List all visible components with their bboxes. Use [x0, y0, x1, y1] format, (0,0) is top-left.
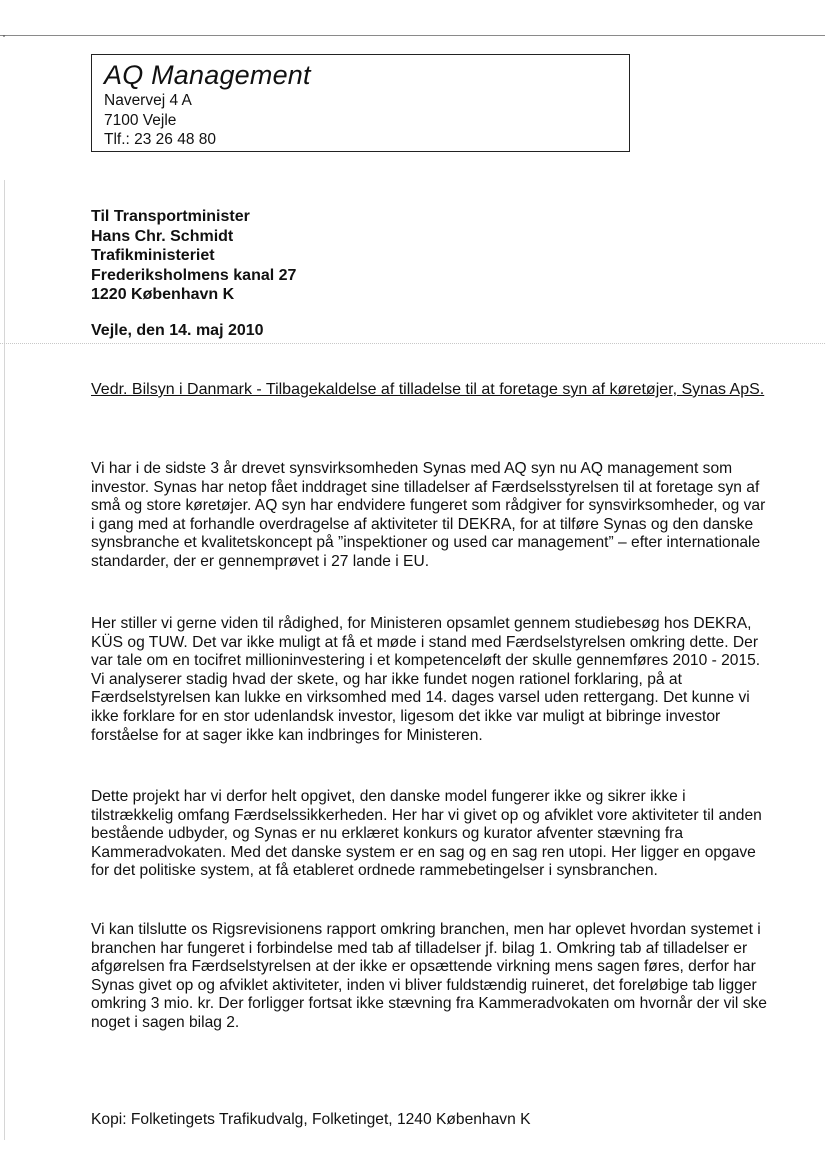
scan-corner-mark: ˯: [2, 24, 6, 38]
recipient-title: Til Transportminister: [91, 208, 250, 225]
letterhead-box: [91, 54, 630, 152]
company-city: 7100 Vejle: [104, 111, 177, 129]
body-paragraph-1: Vi har i de sidste 3 år drevet synsvirksomheden Synas med AQ syn nu AQ management som investor. Synas har netop fået inddraget sine tilladelser af Færdselsstyrelsen til at foretage syn af små og store køretøjer. AQ syn har endvidere fungeret som rådgiver for synsvirksomheder, og var i gang med at forhandle overdragelse af aktiviteter til DEKRA, for at tilføre Synas og den danske synsbranche et kvalitetskoncept på ”inspektioner og used car management” – efter internationale standarder, der er gennemprøvet i 27 lande i EU.: [91, 460, 766, 570]
company-address: Navervej 4 A: [104, 92, 192, 109]
recipient-city: 1220 København K: [91, 286, 235, 303]
letter-date: Vejle, den 14. maj 2010: [91, 322, 264, 339]
recipient-street: Frederiksholmens kanal 27: [91, 266, 297, 284]
recipient-name: Hans Chr. Schmidt: [91, 227, 234, 245]
scan-fold-line: [0, 343, 825, 344]
company-phone: Tlf.: 23 26 48 80: [104, 131, 217, 148]
subject-line: Vedr. Bilsyn i Danmark - Tilbagekaldelse af tilladelse til at foretage syn af køretøjer, Synas ApS.: [91, 381, 765, 398]
scan-left-edge: [4, 180, 5, 1140]
copy-recipients: Kopi: Folketingets Trafikudvalg, Folketinget, 1240 København K: [91, 1111, 531, 1128]
body-paragraph-2: Her stiller vi gerne viden til rådighed, for Ministeren opsamlet gennem studiebesøg hos DEKRA, KÜS og TUW. Det var ikke muligt at få et møde i stand med Færdselstyrelsen omkring dette. Der var tale om en tocifret millioninvestering i et kompetenceløft der skulle gennemføres 2010 - 2015. Vi analyserer stadig hvad der skete, og har ikke fundet nogen rationel forklaring, på at Færdselstyrelsen kan lukke en virksomhed med 14. dages varsel uden rettergang. Det kunne vi ikke forklare for en stor udenlandsk investor, ligesom det ikke var muligt at bibringe investor forståelse for at sager ikke kan indbringes for Ministeren.: [91, 615, 761, 744]
body-paragraph-4: Vi kan tilslutte os Rigsrevisionens rapport omkring branchen, men har oplevet hvordan systemet i branchen har fungeret i forbindelse med tab af tilladelser jf. bilag 1. Omkring tab af tilladelser er afgørelsen fra Færdselstyrelsen at der ikke er opsættende virkning mens sagen føres, derfor har Synas givet op og afviklet aktiviteter, inden vi bliver fuldstændig ruineret, det foreløbige tab ligger omkring 3 mio. kr. Der forligger fortsat ikke stævning fra Kammeradvokaten om hvornår der vil ske noget i sagen bilag 2.: [91, 921, 767, 1031]
recipient-block: [91, 207, 296, 305]
scan-top-rule: [0, 35, 825, 36]
recipient-ministry: Trafikministeriet: [91, 247, 215, 264]
body-paragraph-3: Dette projekt har vi derfor helt opgivet, den danske model fungerer ikke og sikrer ikke i tilstrækkelig omfang Færdselssikkerheden. Her har vi givet op og afviklet vore aktiviteter til anden bestående udbyder, og Synas er nu erklæret konkurs og kurator afventer stævning fra Kammeradvokaten. Med det danske system er en sag og en sag ren utopi. Her ligger en opgave for det politiske system, at få etableret ordnede rammebetingelser i synsbranchen.: [91, 788, 762, 880]
company-name: AQ Management: [104, 60, 311, 90]
